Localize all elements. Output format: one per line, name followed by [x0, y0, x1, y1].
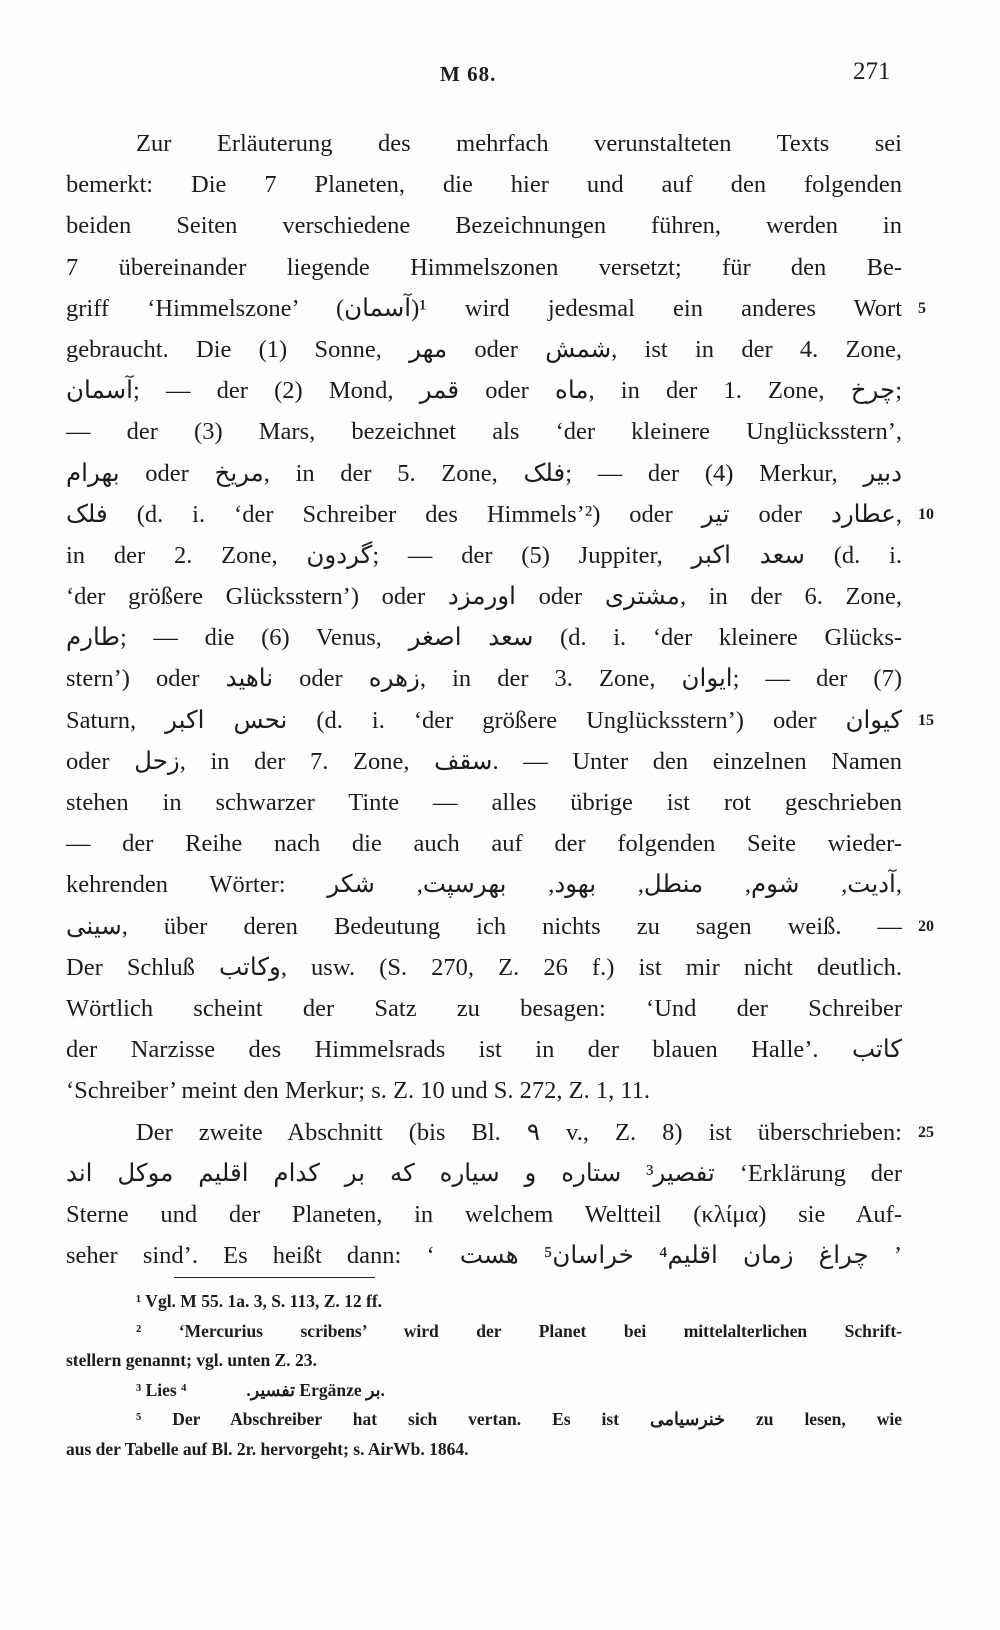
line-text: بهرام oder مریخ, in der 5. Zone, فلک; — der (4) Merkur, دبیر: [66, 459, 902, 487]
line-text: Sterne und der Planeten, in welchem Weltteil (κλίμα) sie Auf-: [66, 1200, 902, 1228]
text-line: [66, 988, 902, 1029]
line-number: 25: [918, 1123, 934, 1141]
line-text: Der zweite Abschnitt (bis Bl. ٩ v., Z. 8) ist überschrieben:: [136, 1118, 902, 1146]
line-text: seher sind’. Es heißt dann: ‘ چراغ زمان اقلیم⁴ خراسان⁵ هست ’: [66, 1242, 902, 1270]
line-text: Zur Erläuterung des mehrfach verunstalteten Texts sei: [136, 130, 902, 157]
page-header: [0, 58, 1000, 92]
text-line: [66, 164, 902, 205]
text-line: [66, 1153, 902, 1194]
line-text: آسمان; — der (2) Mond, قمر oder ماه, in der 1. Zone, چرخ;: [66, 377, 902, 405]
line-text: bemerkt: Die 7 Planeten, die hier und auf den folgenden: [66, 171, 902, 199]
text-line: [66, 411, 902, 452]
footnote-text: ³ Lies تفسیر.: [136, 1379, 296, 1400]
text-line: [66, 576, 902, 617]
footnotes: [66, 1287, 902, 1464]
line-text: stern’) oder ناهید oder زهره, in der 3. Zone, ایوان; — der (7): [66, 665, 902, 693]
text-line: [66, 906, 934, 947]
footnote-line: [66, 1346, 902, 1376]
line-text: griff ‘Himmelszone’ (آسمان)¹ wird jedesmal ein anderes Wort: [66, 294, 903, 322]
line-text: طارم; — die (6) Venus, سعد اصغر (d. i. ‘der kleinere Glücks-: [66, 624, 903, 652]
footnote-text: aus der Tabelle auf Bl. 2r. hervorgeht; s. AirWb. 1864.: [66, 1438, 469, 1459]
text-line: [66, 1029, 902, 1070]
line-text: فلک (d. i. ‘der Schreiber des Himmels’²) oder تیر oder عطارد,: [66, 500, 902, 528]
text-line: [66, 864, 902, 905]
line-text: — der Reihe nach die auch auf der folgenden Seite wieder-: [66, 830, 902, 858]
line-number: 20: [918, 917, 934, 935]
line-text: ‘der größere Glücksstern’) oder اورمزد oder مشتری, in der 6. Zone,: [66, 583, 902, 611]
running-head: M 68.: [440, 62, 497, 86]
line-text: تفصیر³ ستاره و سیاره که بر کدام اقلیم موکل اند ‘Erklärung der: [66, 1159, 903, 1187]
line-text: in der 2. Zone, گردون; — der (5) Juppiter, سعد اکبر (d. i.: [66, 541, 903, 569]
footnote-text: ¹ Vgl. M 55. 1a. 3, S. 113, Z. 12 ff.: [136, 1291, 383, 1311]
line-number: 5: [918, 299, 926, 317]
footnote-text: ⁴ Ergänze بر.: [181, 1379, 385, 1400]
text-line: [66, 288, 926, 329]
line-text: Der Schluß وکاتب, usw. (S. 270, Z. 26 f.) ist mir nicht deutlich.: [66, 953, 902, 981]
footnote-text: stellern genannt; vgl. unten Z. 23.: [66, 1350, 317, 1370]
text-line: [66, 1070, 902, 1111]
text-line: [66, 370, 902, 411]
text-line: [66, 494, 934, 535]
line-number: 10: [918, 505, 934, 523]
text-line: [66, 1194, 902, 1235]
line-text: ‘Schreiber’ meint den Merkur; s. Z. 10 und S. 272, Z. 1, 11.: [66, 1077, 651, 1105]
text-line: [66, 535, 902, 576]
text-line: [66, 700, 934, 741]
line-text: Wörtlich scheint der Satz zu besagen: ‘Und der Schreiber: [66, 994, 902, 1022]
text-line: [66, 247, 902, 288]
line-text: beiden Seiten verschiedene Bezeichnungen führen, werden in: [66, 212, 902, 240]
text-line: [66, 741, 902, 782]
text-line: [66, 617, 902, 658]
footnote-text: ² ‘Mercurius scribens’ wird der Planet bei mittelalterlichen Schrift-: [136, 1320, 902, 1341]
line-text: — der (3) Mars, bezeichnet als ‘der kleinere Unglücksstern’,: [66, 418, 902, 446]
footnote-rule: [174, 1277, 375, 1278]
text-line: [66, 658, 902, 699]
line-text: سینی, über deren Bedeutung ich nichts zu sagen weiß. —: [66, 912, 902, 940]
line-number: 15: [918, 711, 934, 729]
footnote-line: [66, 1287, 902, 1317]
text-line: [66, 329, 902, 370]
text-line: [66, 782, 902, 823]
line-text: stehen in schwarzer Tinte — alles übrige ist rot geschrieben: [66, 789, 902, 816]
footnote-line: [66, 1376, 902, 1406]
text-line: [66, 453, 902, 494]
text-line: [66, 823, 902, 864]
footnote-text: ⁵ Der Abschreiber hat sich vertan. Es ist خنرسیامی zu lesen, wie: [136, 1409, 902, 1429]
line-text: gebraucht. Die (1) Sonne, مهر oder شمش, ist in der 4. Zone,: [66, 335, 902, 363]
text-line: [66, 123, 902, 164]
footnote-line: [66, 1317, 902, 1347]
line-text: kehrenden Wörter: آدیت, شوم, منطل, بهود, بهرسپت, شکر,: [66, 871, 902, 899]
footnote-line: [66, 1405, 902, 1435]
line-text: 7 übereinander liegende Himmelszonen versetzt; für den Be-: [66, 253, 902, 281]
text-line: [66, 1235, 902, 1276]
body-text: [66, 123, 934, 1276]
page-number: 271: [853, 58, 891, 85]
line-text: Saturn, نحس اکبر (d. i. ‘der größere Unglücksstern’) oder کیوان: [66, 706, 902, 734]
text-line: [66, 205, 902, 246]
line-text: der Narzisse des Himmelsrads ist in der blauen Halle’. کاتب: [66, 1036, 902, 1064]
line-text: oder زحل, in der 7. Zone, سقف. — Unter den einzelnen Namen: [66, 747, 902, 775]
footnote-line: [66, 1435, 902, 1465]
text-line: [66, 1112, 934, 1153]
text-line: [66, 947, 902, 988]
